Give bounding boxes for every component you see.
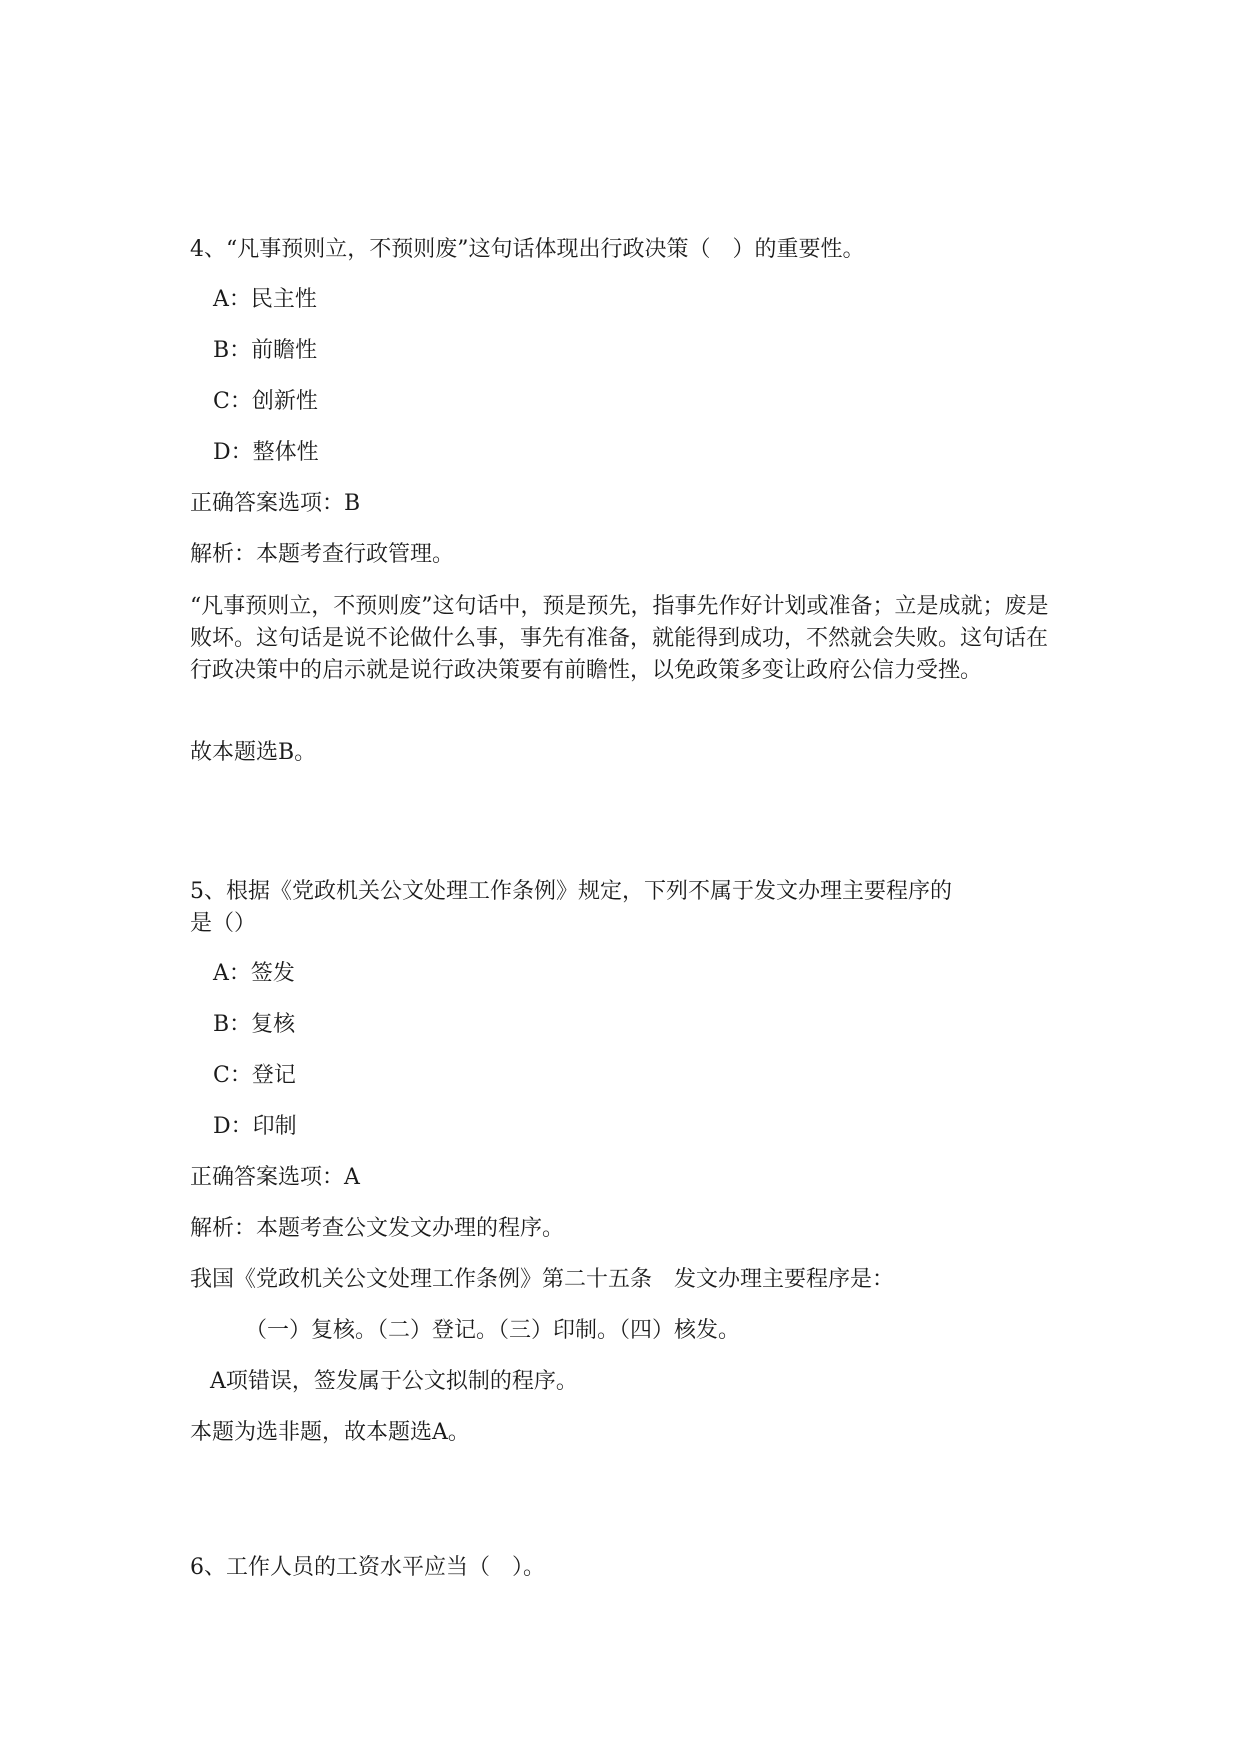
analysis-line-2: （一）复核。（二）登记。（三）印制。（四）核发。 — [245, 1318, 741, 1343]
question-stem: 6、工作人员的工资水平应当（ ）。 — [190, 1555, 545, 1580]
analysis-line-1: 我国《党政机关公文处理工作条例》第二十五条 发文办理主要程序是： — [190, 1267, 895, 1292]
option-d: D：整体性 — [213, 440, 319, 465]
analysis-title: 解析：本题考查公文发文办理的程序。 — [190, 1216, 565, 1241]
option-b: B：前瞻性 — [213, 338, 318, 363]
analysis-title: 解析：本题考查行政管理。 — [190, 542, 455, 567]
answer: 正确答案选项：A — [190, 1165, 360, 1190]
question-stem-line-2: 是（） — [190, 911, 257, 936]
conclusion: 故本题选B。 — [190, 740, 317, 765]
option-a: A：民主性 — [213, 287, 317, 312]
option-b: B：复核 — [213, 1012, 296, 1037]
option-a: A：签发 — [213, 961, 295, 986]
answer: 正确答案选项：B — [190, 491, 361, 516]
analysis-line-3: A项错误，签发属于公文拟制的程序。 — [210, 1369, 578, 1394]
option-c: C：登记 — [213, 1063, 296, 1088]
analysis-body: “凡事预则立，不预则废”这句话中，预是预先，指事先作好计划或准备；立是成就；废是败坏。这句话是说不论做什么事，事先有准备，就能得到成功，不然就会失败。这句话在行政决策中的启示就是说行政决策要有前瞻性，以免政策多变让政府公信力受挫。 — [190, 594, 1049, 683]
question-stem-line-1: 5、根据《党政机关公文处理工作条例》规定，下列不属于发文办理主要程序的 — [190, 879, 952, 904]
option-d: D：印制 — [213, 1114, 297, 1139]
conclusion: 本题为选非题，故本题选A。 — [190, 1420, 470, 1445]
option-c: C：创新性 — [213, 389, 318, 414]
question-stem: 4、“凡事预则立，不预则废”这句话体现出行政决策（ ）的重要性。 — [190, 237, 865, 262]
